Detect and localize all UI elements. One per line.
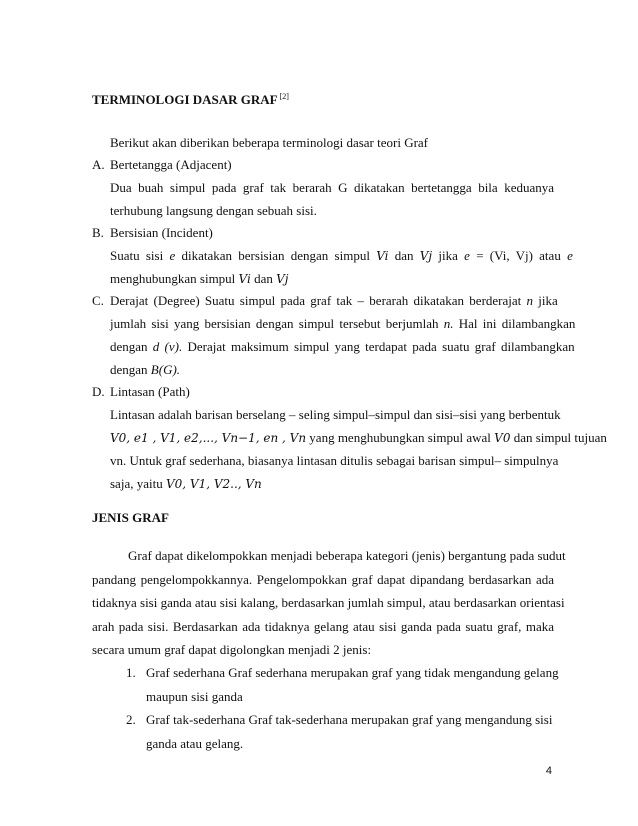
paragraph-line-2: pandang pengelompokkannya. Pengelompokkan graf dapat dipandang berdasarkan ada	[92, 572, 554, 587]
item-d-line4: saja, yaitu V0, V1, V2.., Vn	[110, 476, 262, 491]
section-title: TERMINOLOGI DASAR GRAF	[92, 92, 278, 107]
math-pair: = (Vi, Vj) atau	[476, 248, 561, 263]
paragraph-line-5: secara umum graf dapat digolongkan menjadi 2 jenis:	[92, 642, 372, 657]
section-heading-jenis-graf	[92, 510, 169, 526]
item-c-line2: jumlah sisi yang bersisian dengan simpul tersebut berjumlah n. Hal ini dilambangkan	[110, 316, 576, 331]
item-b-title: Bersisian (Incident)	[110, 225, 213, 240]
math-vi: Vi	[376, 249, 389, 263]
item-c-line1: Derajat (Degree) Suatu simpul pada graf tak – berarah dikatakan berderajat n jika	[110, 293, 558, 308]
item-d-line1: Lintasan adalah barisan berselang – seling simpul–simpul dan sisi–sisi yang berbentuk	[110, 407, 561, 422]
math-path-sequence: V0, e1 , V1, e2,..., Vn−1, en , Vn	[110, 431, 307, 445]
item-d-title: Lintasan (Path)	[110, 384, 190, 399]
list-item-2-line2: ganda atau gelang.	[146, 736, 244, 751]
list-item-2-line1: Graf tak-sederhana Graf tak-sederhana merupakan graf yang mengandung sisi	[146, 712, 553, 727]
list-item-1-line1: Graf sederhana Graf sederhana merupakan graf yang tidak mengandung gelang	[146, 665, 559, 680]
item-c-line4: dengan B(G).	[110, 362, 181, 377]
list-marker-c: C.	[92, 293, 104, 308]
list-number-2: 2.	[126, 712, 136, 727]
paragraph-line-1: Graf dapat dikelompokkan menjadi beberapa kategori (jenis) bergantung pada sudut	[128, 548, 566, 563]
item-c-line3: dengan d (v). Derajat maksimum simpul yang terdapat pada suatu graf dilambangkan	[110, 339, 575, 354]
item-d-line3: vn. Untuk graf sederhana, biasanya lintasan ditulis sebagai barisan simpul– simpulnya	[110, 453, 559, 468]
item-a-line2: terhubung langsung dengan sebuah sisi.	[110, 203, 317, 218]
paragraph-line-3: tidaknya sisi ganda atau sisi kalang, berdasarkan jumlah simpul, atau berdasarkan orientasi	[92, 595, 565, 610]
list-marker-a: A.	[92, 157, 105, 172]
section-title: JENIS GRAF	[92, 510, 169, 525]
list-number-1: 1.	[126, 665, 136, 680]
list-marker-b: B.	[92, 225, 104, 240]
math-vertex-sequence: V0, V1, V2.., Vn	[165, 477, 262, 491]
item-b-line1: Suatu sisi e dikatakan bersisian dengan simpul Vi dan Vj jika e = (Vi, Vj) atau e	[110, 248, 573, 263]
section-heading-terminologi	[92, 92, 289, 108]
paragraph-line-4: arah pada sisi. Berdasarkan ada tidaknya gelang atau sisi ganda pada suatu graf, maka	[92, 619, 554, 634]
list-item-1-line2: maupun sisi ganda	[146, 689, 243, 704]
item-a-title: Bertetangga (Adjacent)	[110, 157, 232, 172]
reference-marker: [2]	[279, 92, 289, 101]
item-b-line2: menghubungkan simpul Vi dan Vj	[110, 271, 289, 286]
list-marker-d: D.	[92, 384, 105, 399]
intro-text: Berikut akan diberikan beberapa terminologi dasar teori Graf	[110, 135, 429, 150]
item-d-line2: V0, e1 , V1, e2,..., Vn−1, en , Vn yang menghubungkan simpul awal V0 dan simpul tujuan	[110, 430, 607, 445]
item-a-line1: Dua buah simpul pada graf tak berarah G dikatakan bertetangga bila keduanya	[110, 180, 554, 195]
page-number: 4	[545, 765, 552, 777]
math-vj: Vj	[419, 249, 433, 263]
